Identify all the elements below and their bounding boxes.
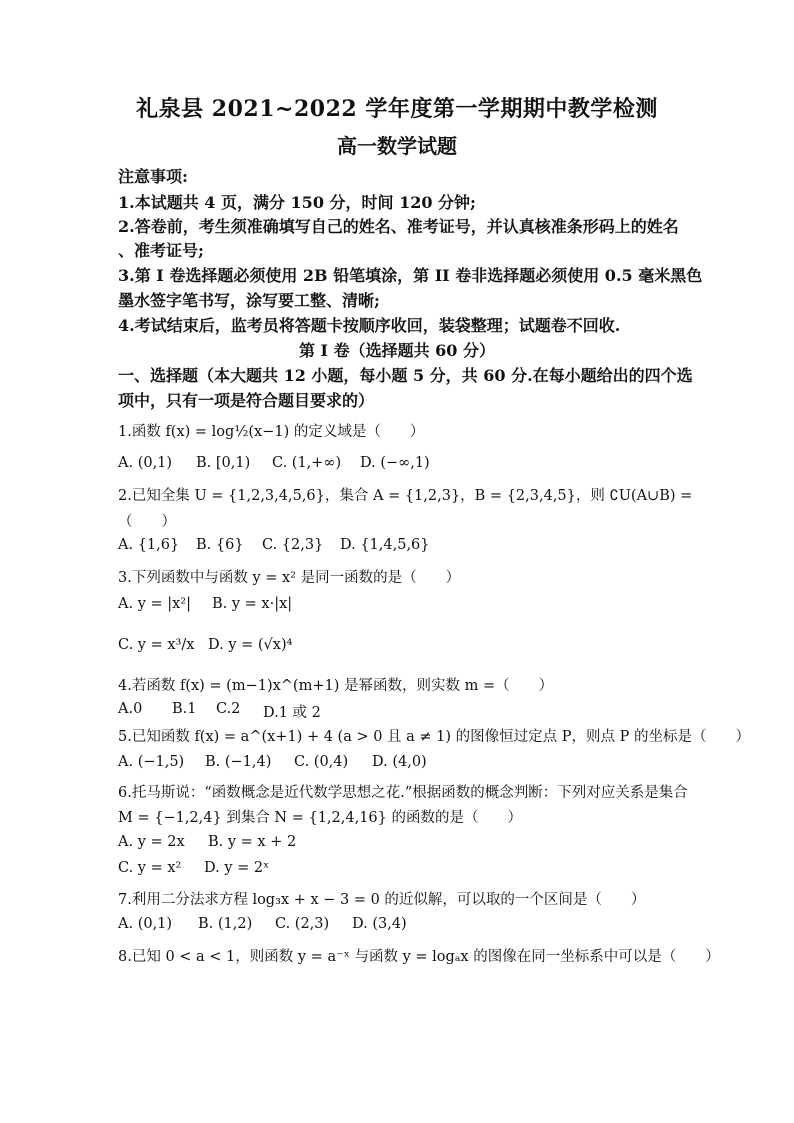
q6-option-b: B. y = x + 2 xyxy=(208,834,297,850)
question-1: 1.函数 f(x) = log½(x−1) 的定义域是（ ） xyxy=(118,424,425,440)
question-7: 7.利用二分法求方程 log₃x + x − 3 = 0 的近似解，可以取的一个区间是（ ） xyxy=(118,892,646,908)
question-8: 8.已知 0 < a < 1，则函数 y = a⁻ˣ 与函数 y = logₐx 的图像在同一坐标系中可以是（ ） xyxy=(118,949,720,965)
q6-option-a: A. y = 2x xyxy=(118,834,185,850)
q7-option-c: C. (2,3) xyxy=(275,916,330,932)
q7-option-b: B. (1,2) xyxy=(198,916,253,932)
notice-item: 4.考试结束后，监考员将答题卡按顺序收回，装袋整理；试题卷不回收. xyxy=(118,316,621,335)
section-instructions: 一、选择题（本大题共 12 小题，每小题 5 分，共 60 分.在每小题给出的四个选 xyxy=(118,366,693,385)
q4-option-a: A.0 xyxy=(118,701,143,717)
notice-item-cont: 墨水签字笔书写，涂写要工整、清晰; xyxy=(118,291,380,310)
notice-item-cont: 、准考证号; xyxy=(118,241,204,260)
notice-item: 1.本试题共 4 页，满分 150 分，时间 120 分钟; xyxy=(118,193,476,212)
q5-option-c: C. (0,4) xyxy=(294,754,349,770)
q2-option-a: A. {1,6} xyxy=(118,537,180,553)
q5-option-a: A. (−1,5) xyxy=(118,754,185,770)
q3-option-b: B. y = x·|x| xyxy=(212,596,293,612)
question-4: 4.若函数 f(x) = (m−1)x^(m+1) 是幂函数，则实数 m =（ ） xyxy=(118,678,554,694)
q4-option-c: C.2 xyxy=(216,701,241,717)
part1-header: 第 I 卷（选择题共 60 分） xyxy=(298,341,496,360)
q7-option-a: A. (0,1) xyxy=(118,916,173,932)
q6-option-c: C. y = x² xyxy=(118,860,182,876)
q3-option-a: A. y = |x²| xyxy=(118,596,192,612)
q1-option-d: D. (−∞,1) xyxy=(360,455,430,471)
q2-option-d: D. {1,4,5,6} xyxy=(340,537,430,553)
q1-option-a: A. (0,1) xyxy=(118,455,173,471)
exam-title: 礼泉县 2021~2022 学年度第一学期期中教学检测 xyxy=(136,96,658,122)
exam-subtitle: 高一数学试题 xyxy=(337,134,457,158)
q2-option-b: B. {6} xyxy=(196,537,244,553)
notice-item: 3.第 I 卷选择题必须使用 2B 铅笔填涂，第 II 卷非选择题必须使用 0.5 毫米黑色 xyxy=(118,266,703,285)
q4-option-b: B.1 xyxy=(172,701,197,717)
section-instructions-cont: 项中，只有一项是符合题目要求的） xyxy=(118,391,375,410)
q1-option-b: B. [0,1) xyxy=(196,455,251,471)
question-2: 2.已知全集 U = {1,2,3,4,5,6}，集合 A = {1,2,3}，B = {2,3,4,5}，则 ∁U(A∪B) = xyxy=(118,488,693,504)
q1-option-c: C. (1,+∞) xyxy=(272,455,342,471)
q7-option-d: D. (3,4) xyxy=(352,916,407,932)
q4-option-d: D.1 或 2 xyxy=(263,705,321,721)
q2-option-c: C. {2,3} xyxy=(262,537,324,553)
q3-option-c: C. y = x³/x xyxy=(118,637,195,653)
question-5: 5.已知函数 f(x) = a^(x+1) + 4 (a > 0 且 a ≠ 1) 的图像恒过定点 P，则点 P 的坐标是（ ） xyxy=(118,729,750,745)
question-6-cont: M = {−1,2,4} 到集合 N = {1,2,4,16} 的函数的是（ ） xyxy=(118,810,522,826)
question-3: 3.下列函数中与函数 y = x² 是同一函数的是（ ） xyxy=(118,570,461,586)
question-6: 6.托马斯说：“函数概念是近代数学思想之花.”根据函数的概念判断：下列对应关系是集合 xyxy=(118,785,688,801)
notice-item: 2.答卷前，考生须准确填写自己的姓名、准考证号，并认真核准条形码上的姓名 xyxy=(118,217,679,236)
q5-option-d: D. (4,0) xyxy=(372,754,427,770)
notice-heading: 注意事项: xyxy=(118,167,188,186)
question-2-cont: （ ） xyxy=(118,514,176,530)
q5-option-b: B. (−1,4) xyxy=(205,754,272,770)
q6-option-d: D. y = 2ˣ xyxy=(204,860,270,876)
q3-option-d: D. y = (√x)⁴ xyxy=(208,637,293,653)
